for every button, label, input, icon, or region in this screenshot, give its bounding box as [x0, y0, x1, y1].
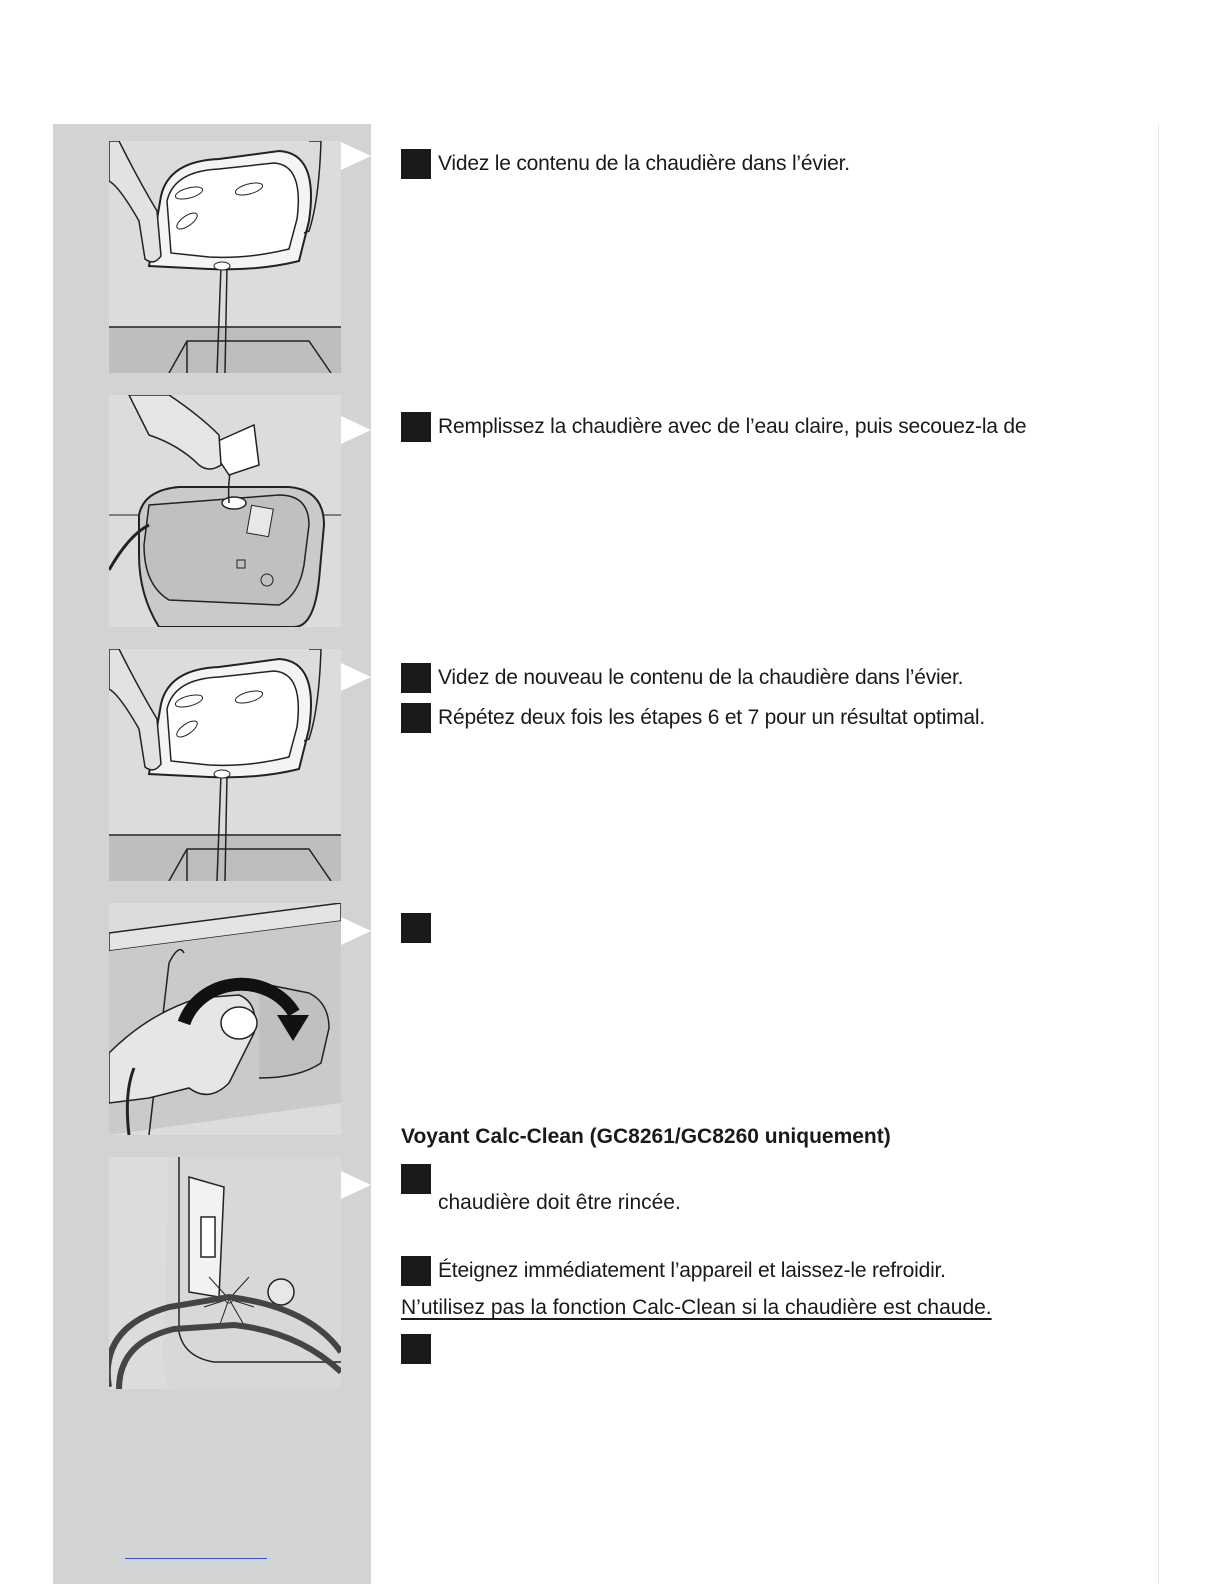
footer-link-line[interactable]	[125, 1558, 267, 1559]
step-item	[401, 412, 1026, 442]
step-item	[401, 1164, 431, 1194]
step-item	[401, 149, 850, 179]
step-text-continuation: chaudière doit être rincée.	[438, 1191, 681, 1214]
step-number-box	[401, 1334, 431, 1364]
boiler-draining-sink-illustration	[109, 141, 341, 373]
illustration-pointer	[341, 917, 371, 945]
step-number-box	[401, 913, 431, 943]
filling-boiler-water-illustration	[109, 395, 341, 627]
right-margin-rule	[1158, 124, 1159, 1584]
step-number-box	[401, 149, 431, 179]
step-text: Répétez deux fois les étapes 6 et 7 pour un résultat optimal.	[438, 706, 985, 729]
tightening-cap-illustration	[109, 903, 341, 1135]
step-text: Remplissez la chaudière avec de l’eau claire, puis secouez-la de	[438, 415, 1027, 438]
step-number-box	[401, 412, 431, 442]
illustration-pointer	[341, 1171, 371, 1199]
step-number-box	[401, 1256, 431, 1286]
warning-text: N’utilisez pas la fonction Calc-Clean si la chaudière est chaude.	[401, 1296, 992, 1319]
step-item	[401, 1256, 946, 1286]
step-item	[401, 1334, 438, 1364]
section-heading: Voyant Calc-Clean (GC8261/GC8260 uniquement)	[401, 1125, 891, 1148]
step-item	[401, 703, 985, 733]
step-number-box	[401, 663, 431, 693]
step-item	[401, 663, 963, 693]
calc-clean-light-illustration	[109, 1157, 341, 1389]
illustration-pointer	[341, 142, 371, 170]
step-text: Videz de nouveau le contenu de la chaudière dans l’évier.	[438, 666, 964, 689]
step-number-box	[401, 703, 431, 733]
illustration-pointer	[341, 416, 371, 444]
boiler-draining-sink-illustration	[109, 649, 341, 881]
step-text: Éteignez immédiatement l’appareil et laissez-le refroidir.	[438, 1259, 946, 1282]
illustration-pointer	[341, 663, 371, 691]
step-item	[401, 913, 438, 943]
step-text: Videz le contenu de la chaudière dans l’évier.	[438, 152, 850, 175]
step-number-box	[401, 1164, 431, 1194]
